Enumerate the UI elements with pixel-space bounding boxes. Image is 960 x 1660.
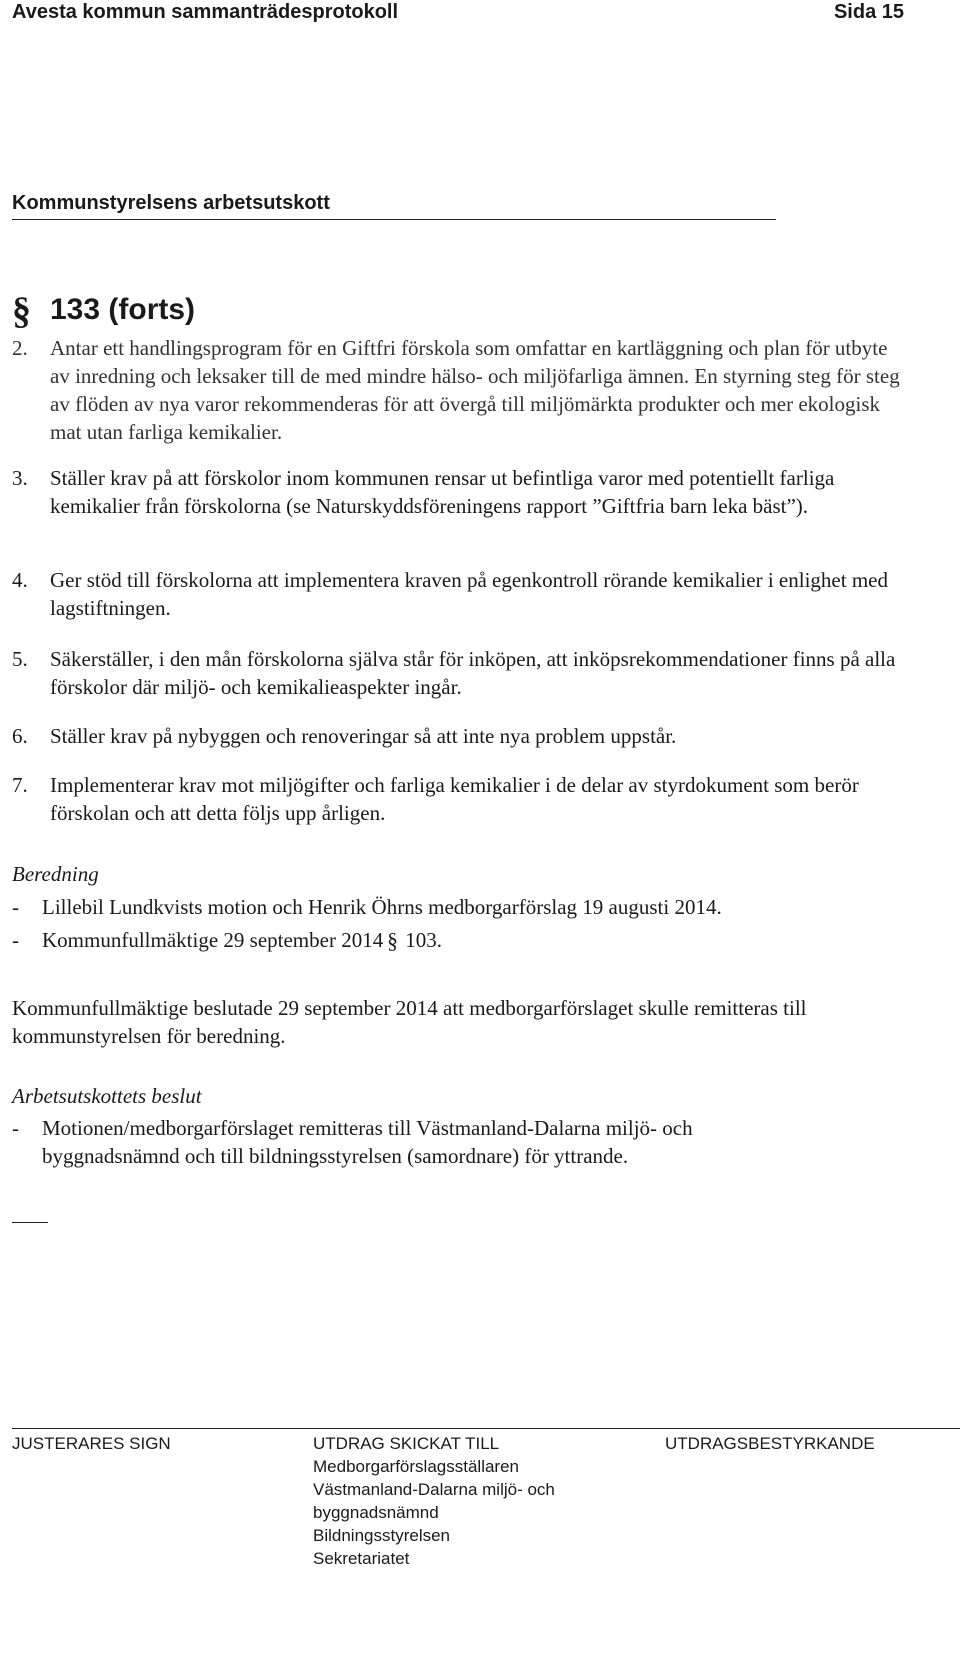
- document-title: Avesta kommun sammanträdesprotokoll: [12, 1, 399, 23]
- beslut-item: [12, 1114, 772, 1170]
- beredning-text: Kommunfullmäktige 29 september 2014: [42, 928, 384, 952]
- recipient: Sekretariatet: [313, 1549, 410, 1568]
- section-title: Kommunstyrelsens arbetsutskott: [12, 192, 330, 214]
- utdrag-skickat-till: [313, 1432, 633, 1570]
- item-number: 7.: [12, 773, 28, 797]
- item-number: 3.: [12, 466, 28, 490]
- recipient: Bildningsstyrelsen: [313, 1526, 451, 1545]
- list-item: [12, 334, 912, 446]
- list-item: [12, 771, 912, 827]
- section-sign-icon: [387, 929, 401, 951]
- item-text: Implementerar krav mot miljögifter och farliga kemikalier i de delar av styrdokument som berör förskolan och att detta följs upp årligen.: [50, 773, 859, 825]
- item-text: Ger stöd till förskolorna att implementera kraven på egenkontroll rörande kemikalier i enlighet med lagstiftningen.: [50, 568, 888, 620]
- beredning-text: Lillebil Lundkvists motion och Henrik Öhrns medborgarförslag 19 augusti 2014.: [42, 895, 722, 919]
- dash-bullet: -: [12, 1116, 19, 1140]
- section-sign-icon: [12, 290, 38, 330]
- item-number: 6.: [12, 724, 28, 748]
- dash-bullet: -: [12, 895, 19, 919]
- decision-text: Kommunfullmäktige beslutade 29 september 2014 att medborgarförslaget skulle remitteras till kommunstyrelsen för beredning.: [12, 996, 807, 1048]
- recipient: Medborgarförslagsställaren: [313, 1457, 519, 1476]
- svg-text:§: §: [12, 290, 31, 330]
- end-marker-line: [12, 1222, 48, 1223]
- list-item: [12, 566, 912, 622]
- beredning-heading: Beredning: [12, 862, 99, 886]
- item-number: 4.: [12, 568, 28, 592]
- section-divider: [12, 219, 776, 220]
- list-item: [12, 645, 912, 701]
- paragraph-number: 133 (forts): [50, 293, 196, 326]
- beredning-item: [12, 893, 912, 921]
- item-text: Antar ett handlingsprogram för en Giftfri förskola som omfattar en kartläggning och plan för utbyte av inredning och leksaker till de med mindre hälso- och miljöfarliga ämnen. En styrning steg för steg av flöden av nya varor rekommenderas för att övergå till miljömärkta produkter och mer ekologisk mat utan farliga kemikalier.: [50, 336, 900, 444]
- list-item: [12, 722, 912, 750]
- page-number: Sida 15: [833, 1, 904, 23]
- recipient: Västmanland-Dalarna miljö- och byggnadsnämnd: [313, 1480, 555, 1522]
- svg-text:§: §: [387, 929, 399, 951]
- list-item: [12, 464, 912, 520]
- beredning-item: [12, 926, 912, 954]
- item-text: Ställer krav på att förskolor inom kommunen rensar ut befintliga varor med potentiellt farliga kemikalier från förskolorna (se Naturskyddsföreningens rapport ”Giftfria barn leka bäst”).: [50, 466, 835, 518]
- beredning-paragraph: 103.: [405, 928, 442, 952]
- footer-divider: [12, 1428, 960, 1429]
- item-number: 2.: [12, 336, 28, 360]
- item-text: Ställer krav på nybyggen och renoveringar så att inte nya problem uppstår.: [50, 724, 677, 748]
- utdrag-title: UTDRAG SKICKAT TILL: [313, 1434, 500, 1453]
- item-text: Säkerställer, i den mån förskolorna själva står för inköpen, att inköpsrekommendationer finns på alla förskolor där miljö- och kemikalieaspekter ingår.: [50, 647, 896, 699]
- beslut-text: Motionen/medborgarförslaget remitteras till Västmanland-Dalarna miljö- och byggnadsnämnd och till bildningsstyrelsen (samordnare) för yttrande.: [42, 1116, 693, 1168]
- item-number: 5.: [12, 647, 28, 671]
- beslut-heading: Arbetsutskottets beslut: [12, 1084, 202, 1108]
- justerares-sign-label: JUSTERARES SIGN: [12, 1434, 171, 1453]
- utdragsbestyrkande-label: UTDRAGSBESTYRKANDE: [665, 1434, 875, 1453]
- paragraph-heading: [12, 290, 195, 330]
- dash-bullet: -: [12, 928, 19, 952]
